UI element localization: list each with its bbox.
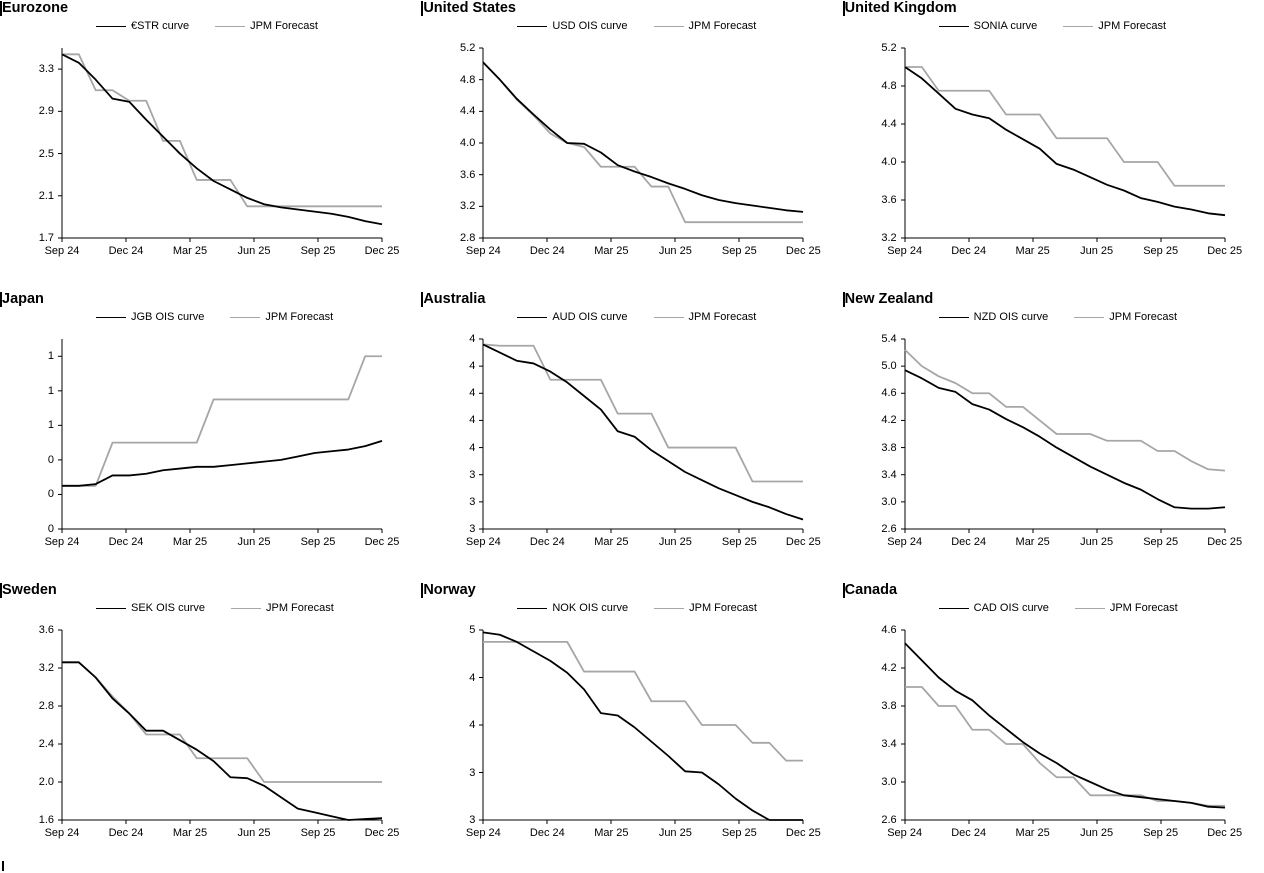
series-line — [905, 67, 1225, 215]
x-axis-tick-label: Dec 25 — [1207, 827, 1243, 839]
x-axis-tick-label: Jun 25 — [237, 536, 271, 548]
legend-label: JPM Forecast — [265, 602, 334, 614]
x-axis-tick-label: Mar 25 — [1015, 245, 1050, 257]
chart-panel — [843, 0, 1264, 291]
y-axis-tick-label: 3.4 — [881, 468, 897, 481]
legend-label: SONIA curve — [973, 20, 1038, 32]
y-axis-tick-label: 4 — [469, 360, 476, 373]
y-axis-tick-label: 4.4 — [881, 118, 897, 130]
x-axis-tick-label: Sep 25 — [721, 536, 757, 548]
chart-title: Sweden — [2, 582, 57, 598]
y-axis-tick-label: 3.2 — [38, 662, 54, 674]
x-axis-tick-label: Jun 25 — [658, 245, 692, 257]
y-axis-tick-label: 1 — [47, 350, 54, 363]
legend-label: JGB OIS curve — [131, 311, 205, 323]
x-axis-tick-label: Mar 25 — [1015, 536, 1050, 548]
chart-title: Eurozone — [2, 0, 69, 16]
legend-label: CAD OIS curve — [973, 602, 1049, 614]
y-axis-tick-label: 3 — [469, 766, 476, 779]
chart-panel — [0, 291, 421, 582]
y-axis-tick-label: 4 — [469, 414, 476, 427]
chart-panel — [0, 582, 421, 873]
x-axis-tick-label: Dec 25 — [785, 245, 821, 257]
chart-title: New Zealand — [844, 291, 934, 307]
series-line — [62, 54, 382, 224]
y-axis-tick-label: 3.6 — [460, 168, 476, 181]
y-axis-tick-label: 1.6 — [38, 814, 54, 826]
x-axis-tick-label: Sep 25 — [1143, 245, 1179, 257]
x-axis-tick-label: Dec 24 — [951, 245, 987, 257]
legend-label: NZD OIS curve — [973, 311, 1049, 323]
y-axis-tick-label: 2.0 — [38, 776, 54, 788]
series-line — [905, 643, 1225, 807]
chart-panel — [0, 0, 421, 291]
x-axis-tick-label: Jun 25 — [658, 827, 692, 839]
chart-title: United Kingdom — [844, 0, 957, 16]
x-axis-tick-label: Sep 24 — [887, 245, 923, 257]
y-axis-tick-label: 3.4 — [881, 738, 897, 750]
legend-label: JPM Forecast — [688, 20, 757, 32]
y-axis-tick-label: 1 — [47, 384, 54, 397]
y-axis-tick-label: 4 — [469, 387, 476, 400]
y-axis-tick-label: 2.4 — [38, 738, 54, 750]
legend-label: €STR curve — [131, 20, 190, 32]
x-axis-tick-label: Sep 24 — [44, 536, 80, 548]
y-axis-tick-label: 2.8 — [460, 232, 476, 244]
x-axis-tick-label: Sep 24 — [465, 245, 501, 257]
x-axis-tick-label: Sep 25 — [1143, 827, 1179, 839]
legend-label: JPM Forecast — [1098, 20, 1167, 32]
x-axis-tick-label: Jun 25 — [1080, 827, 1114, 839]
x-axis-tick-label: Mar 25 — [1015, 827, 1050, 839]
y-axis-tick-label: 2.5 — [38, 147, 54, 160]
x-axis-tick-label: Jun 25 — [237, 245, 271, 257]
y-axis-tick-label: 2.8 — [38, 700, 54, 712]
y-axis-tick-label: 3.8 — [881, 700, 897, 712]
y-axis-tick-label: 3 — [469, 523, 476, 535]
y-axis-tick-label: 4.6 — [881, 387, 897, 400]
x-axis-tick-label: Dec 25 — [785, 536, 821, 548]
y-axis-tick-label: 0 — [47, 453, 54, 466]
x-axis-tick-label: Dec 25 — [364, 536, 400, 548]
y-axis-tick-label: 4.8 — [460, 73, 476, 86]
x-axis-tick-label: Dec 24 — [108, 245, 144, 257]
x-axis-tick-label: Sep 24 — [887, 827, 923, 839]
x-axis-tick-label: Mar 25 — [172, 536, 208, 548]
legend-label: JPM Forecast — [688, 311, 757, 323]
y-axis-tick-label: 4 — [469, 441, 476, 454]
x-axis-tick-label: Sep 24 — [465, 536, 501, 548]
y-axis-tick-label: 2.1 — [38, 189, 54, 202]
legend-label: AUD OIS curve — [552, 311, 628, 323]
x-axis-tick-label: Dec 25 — [364, 827, 400, 839]
x-axis-tick-label: Sep 25 — [300, 245, 336, 257]
x-axis-tick-label: Mar 25 — [172, 245, 208, 257]
x-axis-tick-label: Dec 25 — [364, 245, 400, 257]
chart-panel — [421, 291, 842, 582]
x-axis-tick-label: Dec 25 — [1207, 245, 1243, 257]
y-axis-tick-label: 4.6 — [881, 624, 897, 636]
x-axis-tick-label: Mar 25 — [594, 536, 629, 548]
y-axis-tick-label: 2.6 — [881, 814, 897, 826]
y-axis-tick-label: 4.0 — [460, 137, 476, 149]
y-axis-tick-label: 3.2 — [460, 200, 476, 213]
legend-label: JPM Forecast — [250, 20, 318, 32]
series-line — [483, 344, 803, 519]
chart-panel — [843, 291, 1264, 582]
y-axis-tick-label: 4 — [469, 333, 476, 345]
x-axis-tick-label: Jun 25 — [1080, 245, 1114, 257]
y-axis-tick-label: 2.6 — [881, 523, 897, 535]
series-line — [905, 370, 1225, 508]
y-axis-tick-label: 4.0 — [881, 156, 897, 168]
legend-label: JPM Forecast — [689, 602, 757, 614]
x-axis-tick-label: Sep 24 — [465, 827, 501, 839]
y-axis-tick-label: 0 — [47, 523, 54, 535]
series-line — [62, 54, 382, 206]
x-axis-tick-label: Sep 25 — [721, 827, 757, 839]
y-axis-tick-label: 3 — [469, 495, 476, 508]
chart-panel — [421, 582, 842, 873]
x-axis-tick-label: Sep 25 — [300, 827, 336, 839]
x-axis-tick-label: Dec 25 — [1207, 536, 1243, 548]
x-axis-tick-label: Sep 25 — [721, 245, 757, 257]
legend-label: JPM Forecast — [1109, 602, 1178, 614]
x-axis-tick-label: Sep 24 — [887, 536, 923, 548]
chart-title: Canada — [844, 582, 898, 598]
y-axis-tick-label: 3.3 — [38, 63, 54, 76]
y-axis-tick-label: 0 — [47, 488, 54, 501]
y-axis-tick-label: 3.6 — [38, 624, 54, 636]
y-axis-tick-label: 4.4 — [460, 105, 476, 118]
legend-label: NOK OIS curve — [552, 602, 629, 614]
x-axis-tick-label: Jun 25 — [658, 536, 692, 548]
x-axis-tick-label: Sep 24 — [44, 245, 80, 257]
x-axis-tick-label: Jun 25 — [1080, 536, 1114, 548]
y-axis-tick-label: 5 — [469, 624, 476, 636]
y-axis-tick-label: 5.2 — [881, 42, 897, 54]
series-line — [62, 662, 382, 820]
y-axis-tick-label: 1 — [47, 419, 54, 432]
legend-label: JPM Forecast — [265, 311, 334, 323]
footer-tick-mark — [2, 861, 4, 871]
x-axis-tick-label: Mar 25 — [594, 245, 629, 257]
x-axis-tick-label: Dec 24 — [529, 536, 565, 548]
series-line — [483, 62, 803, 212]
y-axis-tick-label: 4 — [469, 671, 476, 684]
y-axis-tick-label: 5.0 — [881, 360, 897, 373]
x-axis-tick-label: Sep 25 — [300, 536, 336, 548]
x-axis-tick-label: Dec 24 — [529, 245, 565, 257]
chart-title: Australia — [423, 291, 486, 307]
x-axis-tick-label: Mar 25 — [594, 827, 629, 839]
y-axis-tick-label: 3.6 — [881, 194, 897, 206]
x-axis-tick-label: Sep 25 — [1143, 536, 1179, 548]
series-line — [483, 62, 803, 222]
y-axis-tick-label: 3.8 — [881, 441, 897, 454]
chart-title: United States — [423, 0, 516, 16]
series-line — [483, 344, 803, 481]
series-line — [905, 687, 1225, 806]
x-axis-tick-label: Dec 25 — [785, 827, 821, 839]
x-axis-tick-label: Dec 24 — [108, 827, 144, 839]
y-axis-tick-label: 3.0 — [881, 495, 897, 508]
y-axis-tick-label: 3.2 — [881, 232, 897, 244]
series-line — [62, 662, 382, 782]
legend-label: JPM Forecast — [1109, 311, 1178, 323]
chart-panel — [843, 582, 1264, 873]
x-axis-tick-label: Sep 24 — [44, 827, 80, 839]
series-line — [483, 632, 803, 820]
x-axis-tick-label: Mar 25 — [172, 827, 208, 839]
y-axis-tick-label: 1.7 — [38, 232, 54, 244]
legend-label: USD OIS curve — [552, 20, 628, 32]
y-axis-tick-label: 4.2 — [881, 662, 897, 674]
x-axis-tick-label: Dec 24 — [951, 827, 987, 839]
x-axis-tick-label: Dec 24 — [108, 536, 144, 548]
legend-label: SEK OIS curve — [131, 602, 205, 614]
chart-title: Norway — [423, 582, 476, 598]
y-axis-tick-label: 4.8 — [881, 80, 897, 92]
y-axis-tick-label: 3.0 — [881, 776, 897, 788]
x-axis-tick-label: Dec 24 — [951, 536, 987, 548]
y-axis-tick-label: 3 — [469, 468, 476, 481]
series-line — [905, 67, 1225, 186]
y-axis-tick-label: 4.2 — [881, 414, 897, 427]
x-axis-tick-label: Jun 25 — [237, 827, 271, 839]
y-axis-tick-label: 2.9 — [38, 105, 54, 118]
y-axis-tick-label: 3 — [469, 814, 476, 826]
y-axis-tick-label: 5.2 — [460, 42, 476, 54]
chart-panel — [421, 0, 842, 291]
series-line — [483, 642, 803, 761]
y-axis-tick-label: 4 — [469, 719, 476, 731]
y-axis-tick-label: 5.4 — [881, 333, 897, 345]
x-axis-tick-label: Dec 24 — [529, 827, 565, 839]
chart-title: Japan — [2, 291, 44, 307]
